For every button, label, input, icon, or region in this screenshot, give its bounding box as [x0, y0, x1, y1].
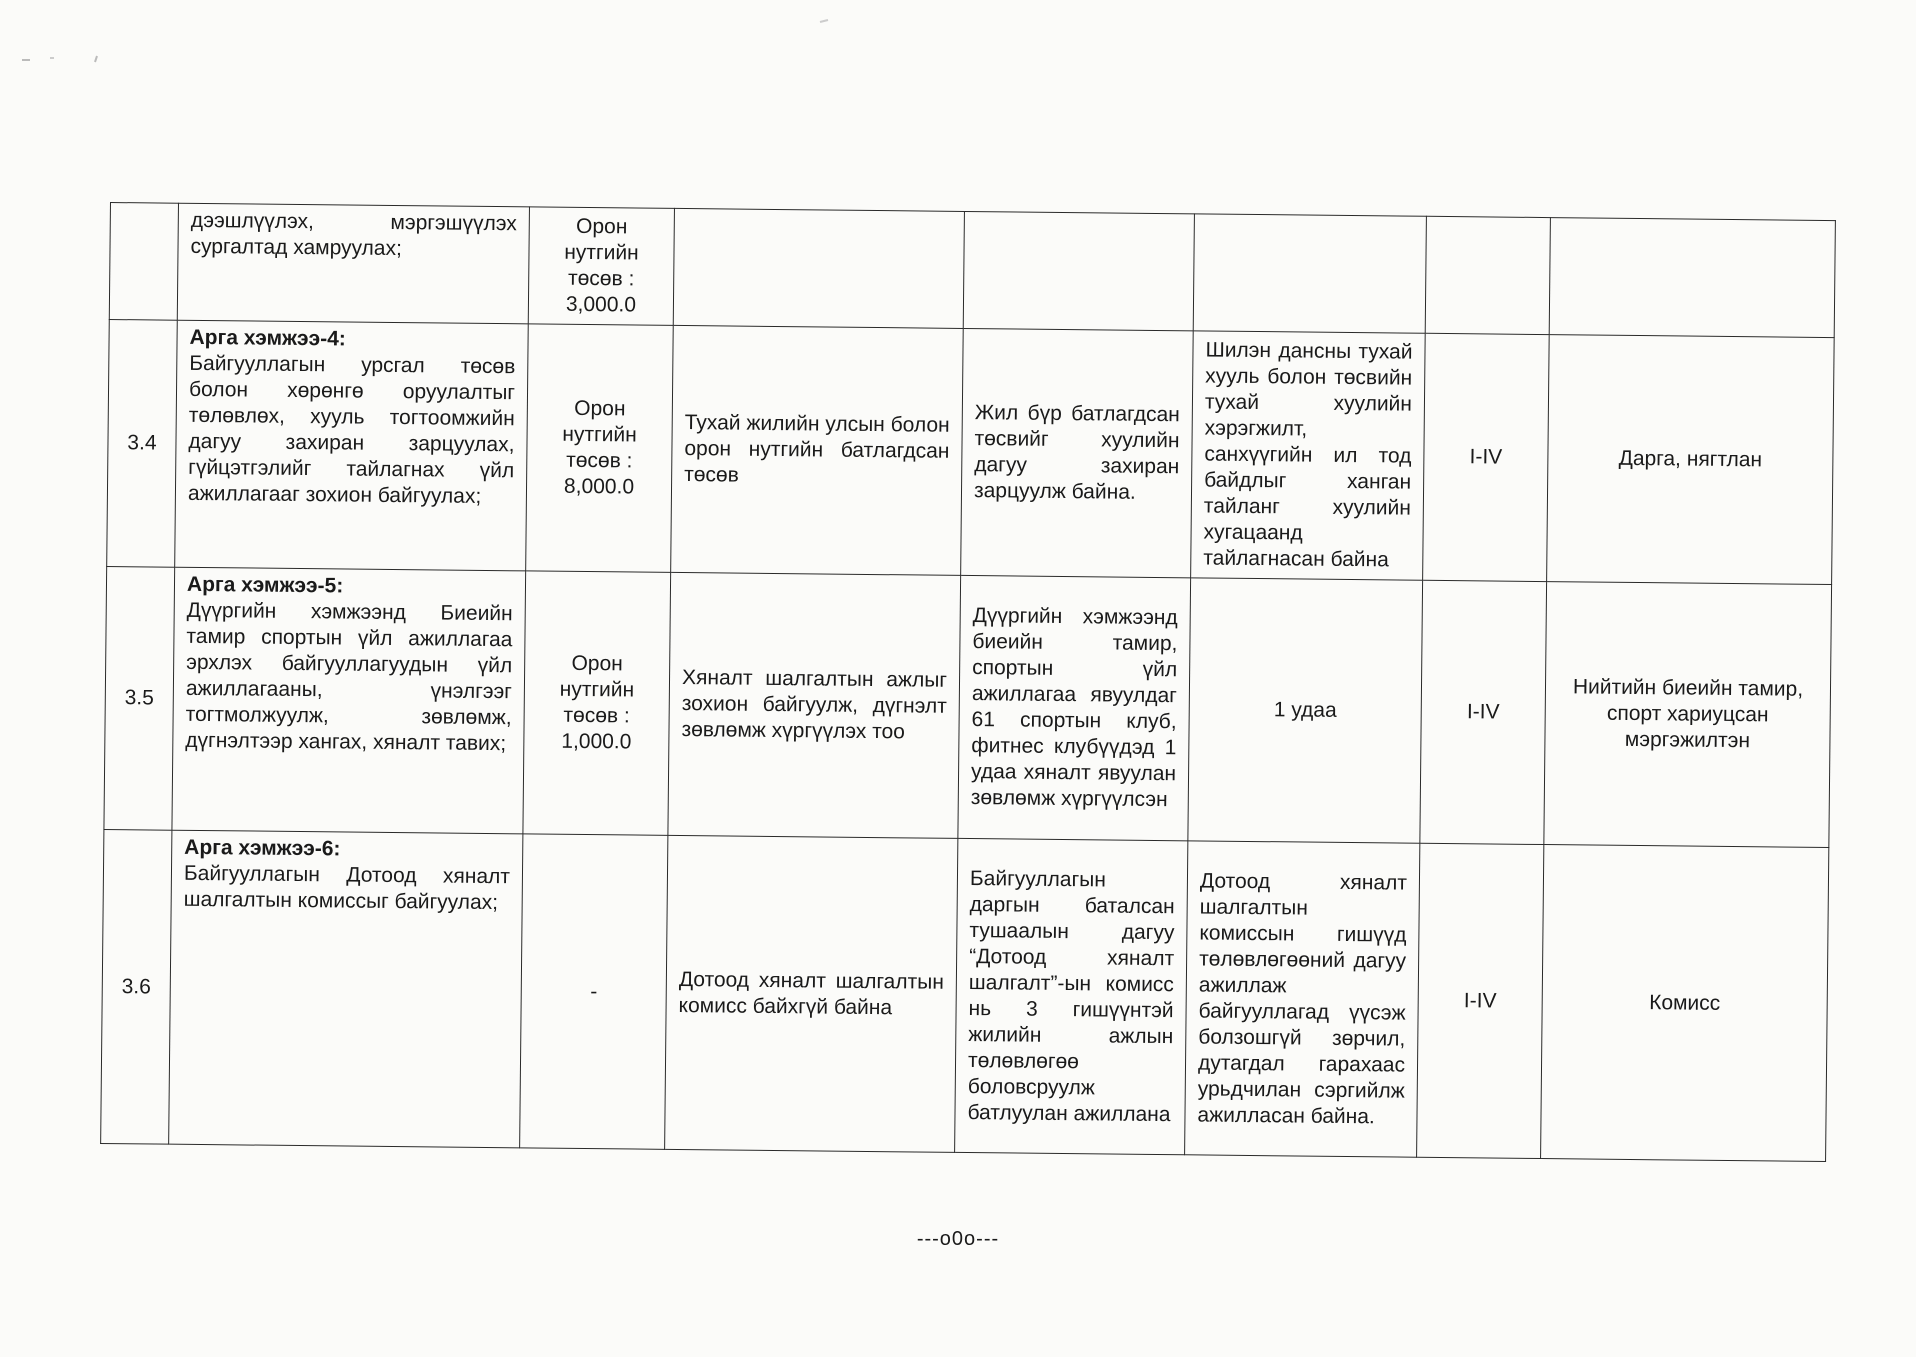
- action-title: Арга хэмжээ-4:: [189, 325, 346, 351]
- row-number: [109, 203, 178, 321]
- result-cell: Шилэн дансны тухай хууль болон төсвийн тухай хуулийн хэрэгжилт, санхүүгийн ил тод байдлыг ханган тайланг хуулийн хугацаанд тайлагнасан байна: [1191, 331, 1426, 580]
- action-cell: [169, 830, 523, 1148]
- action-cell: [172, 567, 526, 834]
- target-cell: Дүүргийн хэмжээнд биеийн тамир, спортын үйл ажиллагаа явуулдаг 61 спортын клуб, фитнес клубүүдэд 1 удаа хяналт явуулан зөвлөмж хүргүүлсэн: [958, 575, 1191, 840]
- result-cell: Дотоод хяналт шалгалтын комиссын гишүүд төлөвлөгөөний дагуу ажиллаж байгууллагад үүсэж болзошгүй зөрчил, дутагдал гарахаас урьдчилан сэргийлж ажилласан байна.: [1185, 841, 1420, 1157]
- result-cell: [1193, 214, 1426, 333]
- period-cell: I-IV: [1423, 333, 1550, 581]
- action-text: Дүүргийн хэмжээнд Биеийн тамир спортын үйл ажиллагаа эрхлэх байгууллагуудын үйл ажиллагааны, үнэлгээг тогтмолжуулж, зөвлөмж, дүгнэлтээр хангах, хяналт тавих;: [185, 598, 513, 756]
- table-row: [109, 203, 1835, 338]
- row-number: 3.6: [101, 829, 172, 1144]
- period-cell: I-IV: [1417, 843, 1544, 1158]
- end-marker: ---o0o---: [916, 1228, 1000, 1250]
- responsible-cell: [1549, 218, 1835, 338]
- action-title: Арга хэмжээ-5:: [186, 572, 344, 598]
- action-cell: [175, 320, 529, 571]
- period-cell: [1425, 216, 1550, 334]
- budget-cell: -: [520, 834, 668, 1150]
- action-plan-table: [100, 202, 1836, 1162]
- target-cell: [963, 211, 1194, 330]
- period-cell: I-IV: [1420, 580, 1547, 844]
- budget-cell: Орон нутгийн төсөв : 8,000.0: [526, 324, 674, 573]
- row-number: 3.4: [107, 319, 178, 567]
- baseline-cell: Хяналт шалгалтын ажлыг зохион байгуулж, дүгнэлт зөвлөмж хүргүүлэх тоо: [668, 572, 961, 838]
- result-cell: 1 удаа: [1188, 578, 1423, 843]
- responsible-cell: Комисс: [1541, 845, 1829, 1162]
- action-text: Байгууллагын урсгал төсөв болон хөрөнгө оруулалтыг төлөвлөх, хууль тогтоомжийн дагуу захиран зарцуулах, гүйцэтгэлийг тайлагнах үйл ажиллагааг зохион байгуулах;: [187, 351, 516, 508]
- table-row: [107, 319, 1834, 584]
- row-number: 3.5: [104, 566, 175, 830]
- budget-cell: Орон нутгийн төсөв : 3,000.0: [528, 207, 674, 326]
- responsible-cell: Нийтийн биеийн тамир, спорт хариуцсан мэргэжилтэн: [1544, 582, 1832, 848]
- baseline-cell: Тухай жилийн улсын болон орон нутгийн батлагдсан төсөв: [671, 325, 964, 575]
- table-row: [104, 566, 1832, 847]
- target-cell: Жил бүр батлагдсан төсвийг хуулийн дагуу захиран зарцуулж байна.: [961, 328, 1194, 577]
- action-text: дээшлүүлэх, мэргэшүүлэх сургалтад хамруулах;: [190, 208, 517, 261]
- action-title: Арга хэмжээ-6:: [184, 835, 341, 861]
- baseline-cell: [673, 208, 964, 328]
- budget-cell: Орон нутгийн төсөв : 1,000.0: [523, 571, 671, 836]
- target-cell: Байгууллагын даргын баталсан тушаалын дагуу “Дотоод хяналт шалгалт”-ын комисс нь 3 гишүүнтэй жилийн ажлын төлөвлөгөө боловсруулж батлуулан ажиллана: [955, 838, 1188, 1154]
- table-row: [101, 829, 1829, 1161]
- action-cell: [177, 203, 529, 324]
- responsible-cell: Дарга, нягтлан: [1547, 335, 1835, 585]
- action-text: Байгууллагын Дотоод хяналт шалгалтын комиссыг байгуулах;: [183, 861, 511, 915]
- baseline-cell: Дотоод хяналт шалгалтын комисс байхгүй байна: [665, 835, 958, 1152]
